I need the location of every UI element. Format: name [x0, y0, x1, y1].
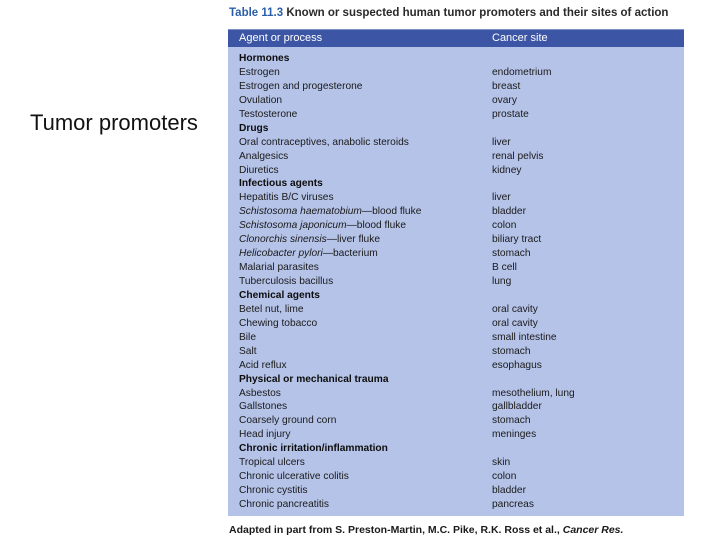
- agent-cell: Oral contraceptives, anabolic steroids: [239, 136, 409, 148]
- table-row: [228, 80, 684, 94]
- agent-description: —blood fluke: [346, 220, 407, 232]
- table-row: [228, 400, 684, 414]
- footer-citation: Cancer Res.: [562, 524, 624, 536]
- agent-cell: Estrogen: [239, 66, 280, 78]
- table-row: [228, 484, 684, 498]
- category-label: Infectious agents: [239, 178, 323, 190]
- site-cell: stomach: [492, 415, 531, 427]
- agent-species: Helicobacter pylori: [239, 248, 323, 260]
- agent-cell: Chewing tobacco: [239, 317, 318, 329]
- site-cell: bladder: [492, 206, 526, 218]
- table-row: [228, 317, 684, 331]
- table-row: [228, 470, 684, 484]
- site-cell: colon: [492, 471, 517, 483]
- table-row: [228, 275, 684, 289]
- category-row: [228, 289, 684, 303]
- table-row: [228, 345, 684, 359]
- category-row: [228, 373, 684, 387]
- agent-cell: Asbestos: [239, 387, 281, 399]
- site-cell: pancreas: [492, 499, 534, 510]
- table-row: [228, 359, 684, 373]
- table-row: [228, 164, 684, 178]
- site-cell: small intestine: [492, 331, 557, 343]
- site-cell: lung: [492, 276, 512, 287]
- site-cell: oral cavity: [492, 303, 538, 315]
- agent-cell: Tuberculosis bacillus: [239, 276, 334, 287]
- agent-cell: Analgesics: [239, 150, 289, 162]
- category-label: Physical or mechanical trauma: [239, 373, 389, 385]
- category-label: Hormones: [239, 53, 290, 64]
- table-body: [228, 47, 684, 512]
- site-cell: B cell: [492, 262, 517, 274]
- agent-cell: Malarial parasites: [239, 262, 319, 274]
- table-row: [228, 331, 684, 345]
- table-row: [228, 387, 684, 401]
- agent-cell: Testosterone: [239, 108, 298, 120]
- agent-cell: Gallstones: [239, 401, 288, 413]
- site-cell: skin: [492, 457, 511, 469]
- agent-cell: Chronic cystitis: [239, 485, 308, 497]
- table-row: [228, 303, 684, 317]
- table-row: [228, 219, 684, 233]
- category-label: Drugs: [239, 122, 269, 134]
- table-row: [228, 150, 684, 164]
- site-cell: prostate: [492, 108, 529, 120]
- table-row: [228, 191, 684, 205]
- agent-cell: Bile: [239, 331, 256, 343]
- table-caption-text: Known or suspected human tumor promoters and their sites of action: [286, 7, 669, 19]
- table-row: [228, 94, 684, 108]
- category-row: [228, 442, 684, 456]
- category-row: [228, 122, 684, 136]
- agent-cell: Hepatitis B/C viruses: [239, 192, 334, 204]
- agent-cell: Ovulation: [239, 94, 283, 106]
- agent-species: Schistosoma japonicum: [239, 220, 347, 232]
- site-cell: renal pelvis: [492, 150, 544, 162]
- agent-cell: Head injury: [239, 429, 291, 441]
- agent-cell: [239, 233, 380, 247]
- agent-cell: Chronic pancreatitis: [239, 499, 330, 510]
- agent-cell: Coarsely ground corn: [239, 415, 337, 427]
- agent-description: —bacterium: [322, 248, 378, 260]
- site-cell: liver: [492, 136, 511, 148]
- table-number: Table 11.3: [229, 7, 284, 19]
- table-row: [228, 108, 684, 122]
- site-cell: biliary tract: [492, 234, 542, 246]
- agent-cell: [239, 219, 406, 233]
- table-row: [228, 498, 684, 512]
- site-cell: breast: [492, 80, 521, 92]
- site-cell: ovary: [492, 94, 517, 106]
- site-cell: mesothelium, lung: [492, 387, 575, 399]
- agent-cell: Chronic ulcerative colitis: [239, 471, 349, 483]
- agent-description: —liver fluke: [326, 234, 380, 246]
- site-cell: stomach: [492, 345, 531, 357]
- header-site: Cancer site: [492, 32, 548, 44]
- site-cell: liver: [492, 192, 511, 204]
- table-row: [228, 261, 684, 275]
- footer-text: Adapted in part from S. Preston-Martin, M.C. Pike, R.K. Ross et al.,: [229, 524, 560, 536]
- agent-cell: [239, 247, 378, 261]
- table-header: [228, 30, 684, 47]
- category-label: Chronic irritation/inflammation: [239, 443, 388, 455]
- table-row: [228, 414, 684, 428]
- table-row: [228, 233, 684, 247]
- agent-species: Clonorchis sinensis: [239, 234, 327, 246]
- promoters-table: [228, 29, 684, 516]
- site-cell: meninges: [492, 429, 537, 441]
- header-agent: Agent or process: [239, 32, 323, 44]
- table-row: [228, 205, 684, 219]
- table-caption: [229, 7, 668, 19]
- agent-cell: [239, 205, 421, 219]
- site-cell: kidney: [492, 164, 522, 176]
- agent-description: —blood fluke: [361, 206, 422, 218]
- agent-cell: Estrogen and progesterone: [239, 80, 363, 92]
- agent-cell: Tropical ulcers: [239, 457, 305, 469]
- site-cell: esophagus: [492, 359, 542, 371]
- table-row: [228, 428, 684, 442]
- agent-cell: Diuretics: [239, 164, 279, 176]
- site-cell: colon: [492, 220, 517, 232]
- table-row: [228, 247, 684, 261]
- agent-cell: Acid reflux: [239, 359, 287, 371]
- table-footer: [229, 524, 623, 536]
- category-label: Chemical agents: [239, 289, 320, 301]
- category-row: [228, 52, 684, 66]
- table-row: [228, 66, 684, 80]
- table-row: [228, 456, 684, 470]
- site-cell: bladder: [492, 485, 526, 497]
- slide-title: Tumor promoters: [30, 110, 198, 135]
- category-row: [228, 177, 684, 191]
- site-cell: stomach: [492, 248, 531, 260]
- agent-cell: Salt: [239, 345, 257, 357]
- site-cell: oral cavity: [492, 317, 538, 329]
- site-cell: endometrium: [492, 66, 552, 78]
- agent-species: Schistosoma haematobium: [239, 206, 362, 218]
- table-row: [228, 136, 684, 150]
- site-cell: gallbladder: [492, 401, 542, 413]
- agent-cell: Betel nut, lime: [239, 303, 304, 315]
